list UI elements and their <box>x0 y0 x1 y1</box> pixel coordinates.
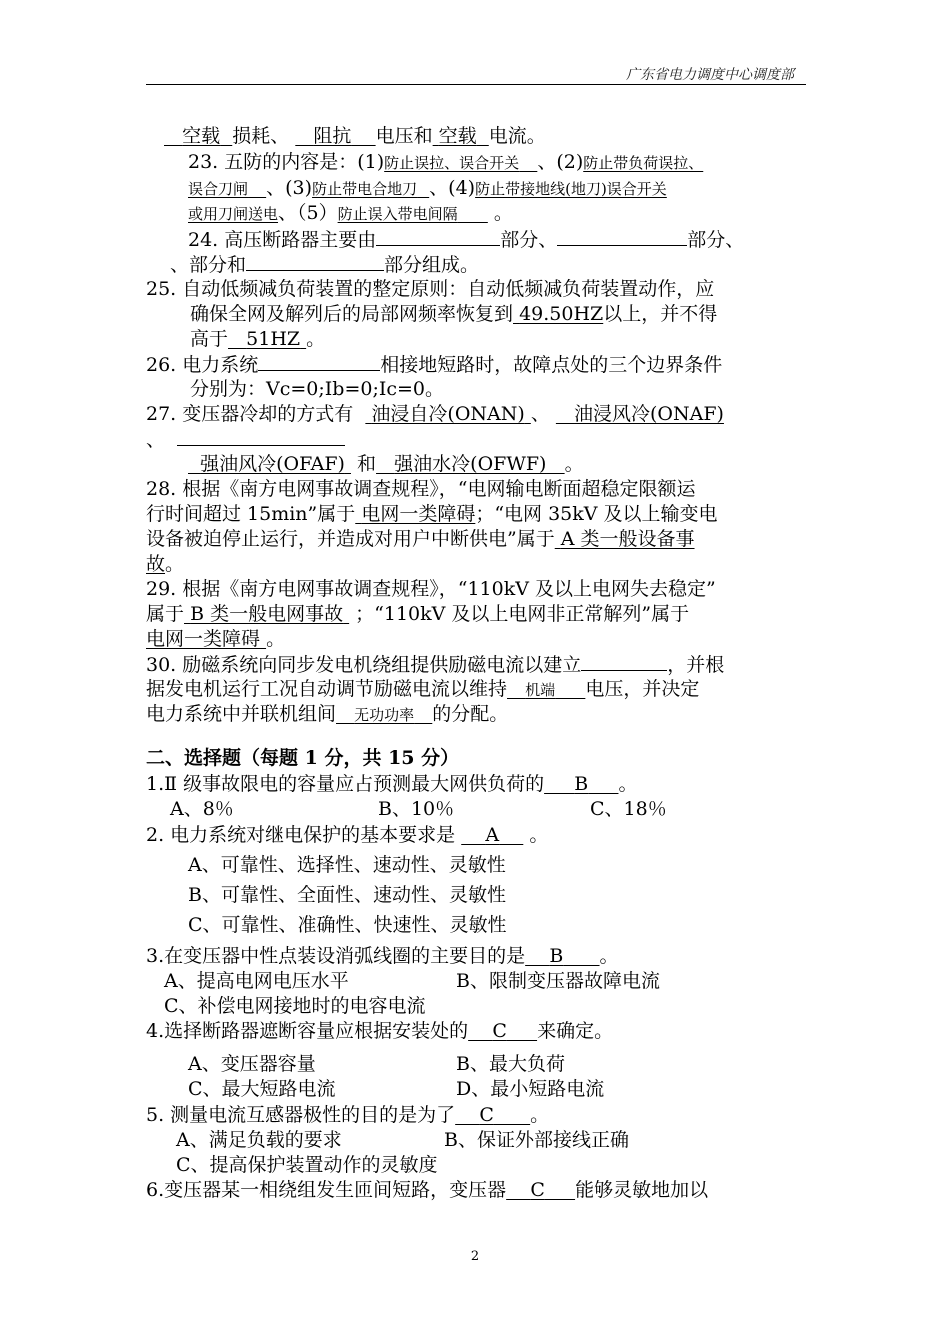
mc-q3-option-c: C、补偿电网接地时的电容电流 <box>164 995 426 1017</box>
q30-line2: 据发电机运行工况自动调节励磁电流以维持 机端 电压，并决定 <box>146 678 700 700</box>
answer: 误合刀闸 <box>188 180 249 198</box>
q28-line3: 设备被迫停止运行，并造成对用户中断供电”属于 A 类一般设备事 <box>146 528 695 550</box>
answer: 防止误拉、误合开关 <box>384 154 520 172</box>
answer: 防止带接地线(地刀)误合开关 <box>475 180 667 198</box>
q30-line3: 电力系统中并联机组间 无功功率 的分配。 <box>146 703 509 725</box>
blank <box>376 227 500 246</box>
mc-q1-option-a: A、8％ <box>170 798 234 820</box>
q25-line1: 25. 自动低频减负荷装置的整定原则：自动低频减负荷装置动作，应 <box>146 278 715 300</box>
answer: 空载 <box>182 125 221 147</box>
q27-line3: 强油风冷(OFAF) 和 强油水冷(OFWF) 。 <box>200 453 584 475</box>
answer: 无功功率 <box>354 706 415 724</box>
blank <box>557 227 687 246</box>
q29-line1: 29. 根据《南方电网事故调查规程》，“110kV 及以上电网失去稳定” <box>146 578 716 600</box>
mc-q4-option-c: C、最大短路电流 <box>188 1078 336 1100</box>
section-title: 二、选择题（每题 1 分，共 15 分） <box>146 747 460 769</box>
q23-line2: 误合刀闸 、(3)防止带电合地刀 、(4)防止带接地线(地刀)误合开关 <box>188 177 667 199</box>
answer: C <box>530 1179 545 1201</box>
answer: 电网一类障碍 <box>146 628 261 650</box>
answer: 强油风冷(OFAF) <box>200 453 345 475</box>
answer: 49.50HZ <box>519 303 604 325</box>
answer: 强油水冷(OFWF) <box>394 453 547 475</box>
mc-q6-stem: 6.变压器某一相绕组发生匝间短路，变压器 C 能够灵敏地加以 <box>146 1179 709 1201</box>
answer: A <box>485 824 500 846</box>
mc-q4-stem: 4.选择断路器遮断容量应根据安装处的 C 来确定。 <box>146 1020 614 1042</box>
q29-line2: 属于 B 类一般电网事故 ；“110kV 及以上电网非正常解列”属于 <box>146 603 690 625</box>
mc-q2-stem: 2. 电力系统对继电保护的基本要求是 A 。 <box>146 824 549 846</box>
mc-q3-stem: 3.在变压器中性点装设消弧线圈的主要目的是 B 。 <box>146 945 619 967</box>
page-number: 2 <box>470 1249 480 1264</box>
answer: 阻抗 <box>313 125 352 147</box>
mc-q2-option-b: B、可靠性、全面性、速动性、灵敏性 <box>188 884 506 906</box>
mc-q3-option-b: B、限制变压器故障电流 <box>456 970 660 992</box>
q25-line2: 确保全网及解列后的局部网频率恢复到 49.50HZ以上，并不得 <box>190 303 718 325</box>
q28-line4: 故。 <box>146 553 185 575</box>
blank <box>258 352 380 371</box>
mc-q4-option-d: D、最小短路电流 <box>456 1078 605 1100</box>
answer: 防止带电合地刀 <box>312 180 418 198</box>
blank <box>581 652 667 671</box>
q28-line1: 28. 根据《南方电网事故调查规程》，“电网输电断面超稳定限额运 <box>146 478 696 500</box>
answer: B <box>549 945 564 967</box>
answer: 或用刀闸送电 <box>188 205 279 223</box>
mc-q4-option-b: B、最大负荷 <box>456 1053 565 1075</box>
mc-q1-option-c: C、18％ <box>590 798 667 820</box>
answer: 油浸自冷(ONAN) <box>371 403 525 425</box>
q29-line3: 电网一类障碍 。 <box>146 628 286 650</box>
q28-line2: 行时间超过 15min”属于 电网一类障碍；“电网 35kV 及以上输变电 <box>146 503 718 525</box>
answer: B 类一般电网事故 <box>190 603 344 625</box>
answer: 机端 <box>525 681 556 699</box>
answer: 防止带负荷误拉、 <box>583 154 704 172</box>
answer: C <box>492 1020 507 1042</box>
answer: 电网一类障碍 <box>361 503 476 525</box>
mc-q1-option-b: B、10％ <box>378 798 455 820</box>
blank <box>246 252 384 271</box>
mc-q5-option-a: A、满足负载的要求 <box>176 1129 342 1151</box>
q22-tail-line: 空载 损耗、 阻抗 电压和 空载 电流。 <box>182 125 546 147</box>
q26-line2: 分别为：Vc=0;Ib=0;Ic=0。 <box>190 378 445 400</box>
mc-q5-option-b: B、保证外部接线正确 <box>444 1129 629 1151</box>
answer: 51HZ <box>246 328 301 350</box>
q25-line3: 高于 51HZ 。 <box>190 328 326 350</box>
mc-q5-option-c: C、提高保护装置动作的灵敏度 <box>176 1154 438 1176</box>
answer: 油浸风冷(ONAF) <box>574 403 724 425</box>
answer: 防止误入带电间隔 <box>337 205 458 223</box>
q30-line1: 30. 励磁系统向同步发电机绕组提供励磁电流以建立 ，并根 <box>146 654 725 676</box>
mc-q2-option-c: C、可靠性、准确性、快速性、灵敏性 <box>188 914 507 936</box>
q27-line2: 、 <box>146 427 345 452</box>
answer: 故 <box>146 553 166 575</box>
mc-q5-stem: 5. 测量电流互感器极性的目的是为了 C 。 <box>146 1104 550 1126</box>
page-header <box>146 64 806 85</box>
mc-q1-stem: 1.Ⅱ 级事故限电的容量应占预测最大网供负荷的 B 。 <box>146 773 638 795</box>
answer: A 类一般设备事 <box>560 528 695 550</box>
q27-line1: 27. 变压器冷却的方式有 油浸自冷(ONAN) 、 油浸风冷(ONAF) <box>146 403 724 425</box>
q23-line3: 或用刀闸送电、（5）防止误入带电间隔 。 <box>188 202 513 224</box>
answer: 空载 <box>438 125 477 147</box>
mc-q2-option-a: A、可靠性、选择性、速动性、灵敏性 <box>188 854 506 876</box>
q24-line1: 24. 高压断路器主要由 部分、 部分、 <box>188 229 745 251</box>
mc-q4-option-a: A、变压器容量 <box>188 1053 316 1075</box>
blank <box>177 427 345 446</box>
q23-line1: 23. 五防的内容是：(1)防止误拉、误合开关 、(2)防止带负荷误拉、 <box>188 151 704 173</box>
q24-line2: 、部分和 部分组成。 <box>170 254 480 276</box>
answer: C <box>479 1104 494 1126</box>
mc-q3-option-a: A、提高电网电压水平 <box>164 970 349 992</box>
answer: B <box>574 773 589 795</box>
header-title: 广东省电力调度中心调度部 <box>626 67 794 83</box>
q26-line1: 26. 电力系统 相接地短路时，故障点处的三个边界条件 <box>146 354 723 376</box>
